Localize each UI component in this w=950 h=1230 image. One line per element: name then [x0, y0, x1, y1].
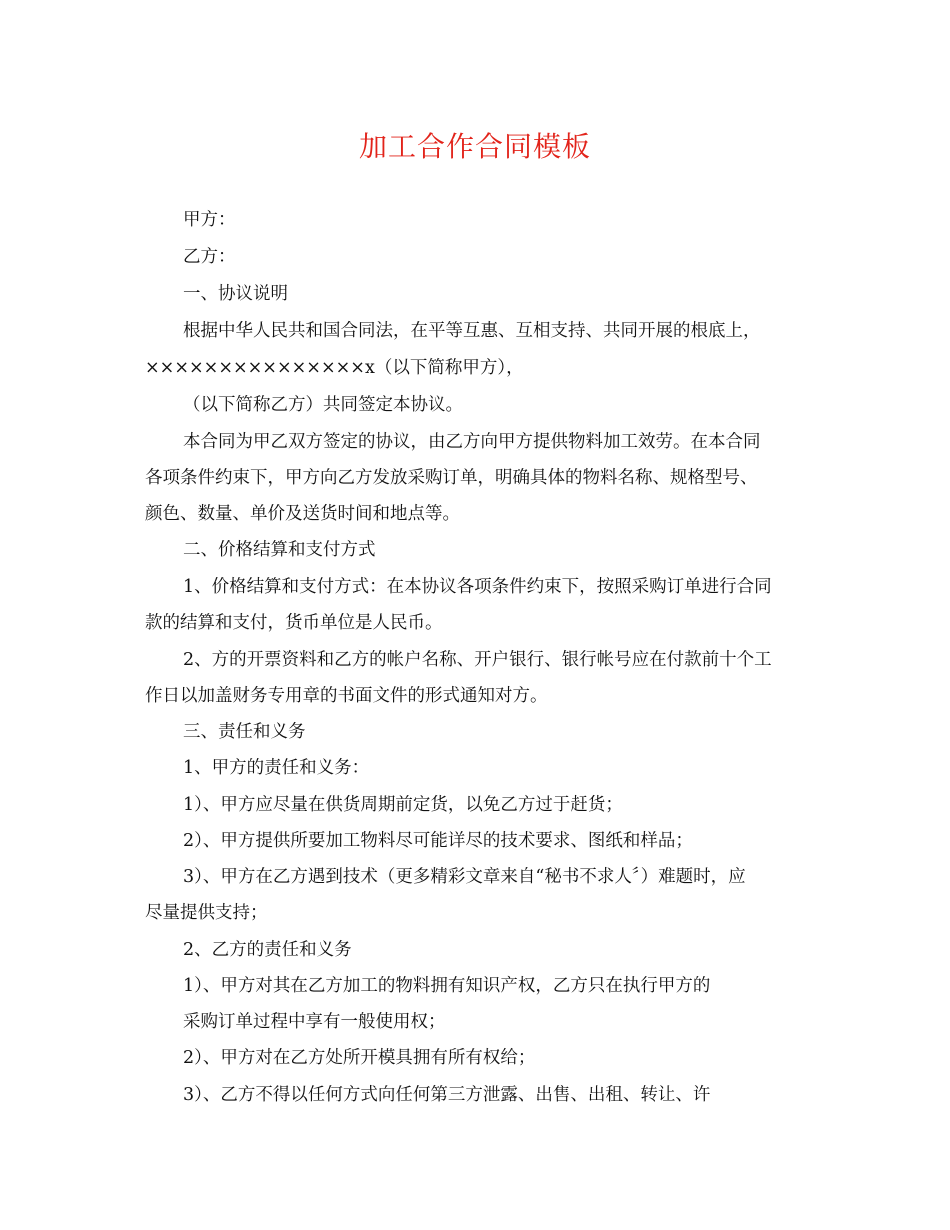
paragraph-line: 1、价格结算和支付方式：在本协议各项条件约束下，按照采购订单进行合同 — [183, 577, 772, 597]
list-item-continuation: 采购订单过程中享有一般使用权； — [183, 1012, 446, 1032]
paragraph-line: 2、方的开票资料和乙方的帐户名称、开户银行、银行帐号应在付款前十个工 — [183, 650, 772, 670]
document-title: 加工合作合同模板 — [358, 130, 591, 163]
list-item: 3）、甲方在乙方遇到技术（更多精彩文章来自“秘书不求人〞）难题时，应 — [183, 867, 746, 887]
list-item-continuation: 尽量提供支持； — [145, 903, 268, 923]
section-heading-duties: 三、责任和义务 — [183, 722, 306, 742]
section-heading-agreement: 一、协议说明 — [183, 284, 288, 304]
paragraph-line: 各项条件约束下，甲方向乙方发放采购订单，明确具体的物料名称、规格型号、 — [145, 468, 758, 488]
list-item: 2）、甲方提供所要加工物料尽可能详尽的技术要求、图纸和样品； — [183, 831, 693, 851]
list-item: 2）、甲方对在乙方处所开模具拥有所有权给； — [183, 1048, 536, 1068]
subheading-line: 1、甲方的责任和义务： — [183, 758, 370, 778]
list-item: 1）、甲方应尽量在供货周期前定货，以免乙方过于赶货； — [183, 795, 623, 815]
paragraph-line: 本合同为甲乙双方签定的协议，由乙方向甲方提供物料加工效劳。在本合同 — [183, 432, 761, 452]
paragraph-line: 颜色、数量、单价及送货时间和地点等。 — [145, 504, 460, 524]
paragraph-line: 根据中华人民共和国合同法，在平等互惠、互相支持、共同开展的根底上， — [183, 321, 761, 341]
section-heading-payment: 二、价格结算和支付方式 — [183, 540, 376, 560]
paragraph-line: 作日以加盖财务专用章的书面文件的形式通知对方。 — [145, 686, 548, 706]
list-item: 3）、乙方不得以任何方式向任何第三方泄露、出售、出租、转让、许 — [183, 1085, 711, 1105]
party-a-line: 甲方： — [183, 210, 236, 230]
list-item: 1）、甲方对其在乙方加工的物料拥有知识产权，乙方只在执行甲方的 — [183, 976, 711, 996]
paragraph-line: 款的结算和支付，货币单位是人民币。 — [145, 613, 443, 633]
paragraph-line: ×××××××××××××××x（以下简称甲方）， — [145, 358, 524, 378]
subheading-line: 2、乙方的责任和义务 — [183, 940, 352, 960]
party-b-line: 乙方： — [183, 247, 236, 267]
paragraph-line: （以下简称乙方）共同签定本协议。 — [183, 395, 463, 415]
